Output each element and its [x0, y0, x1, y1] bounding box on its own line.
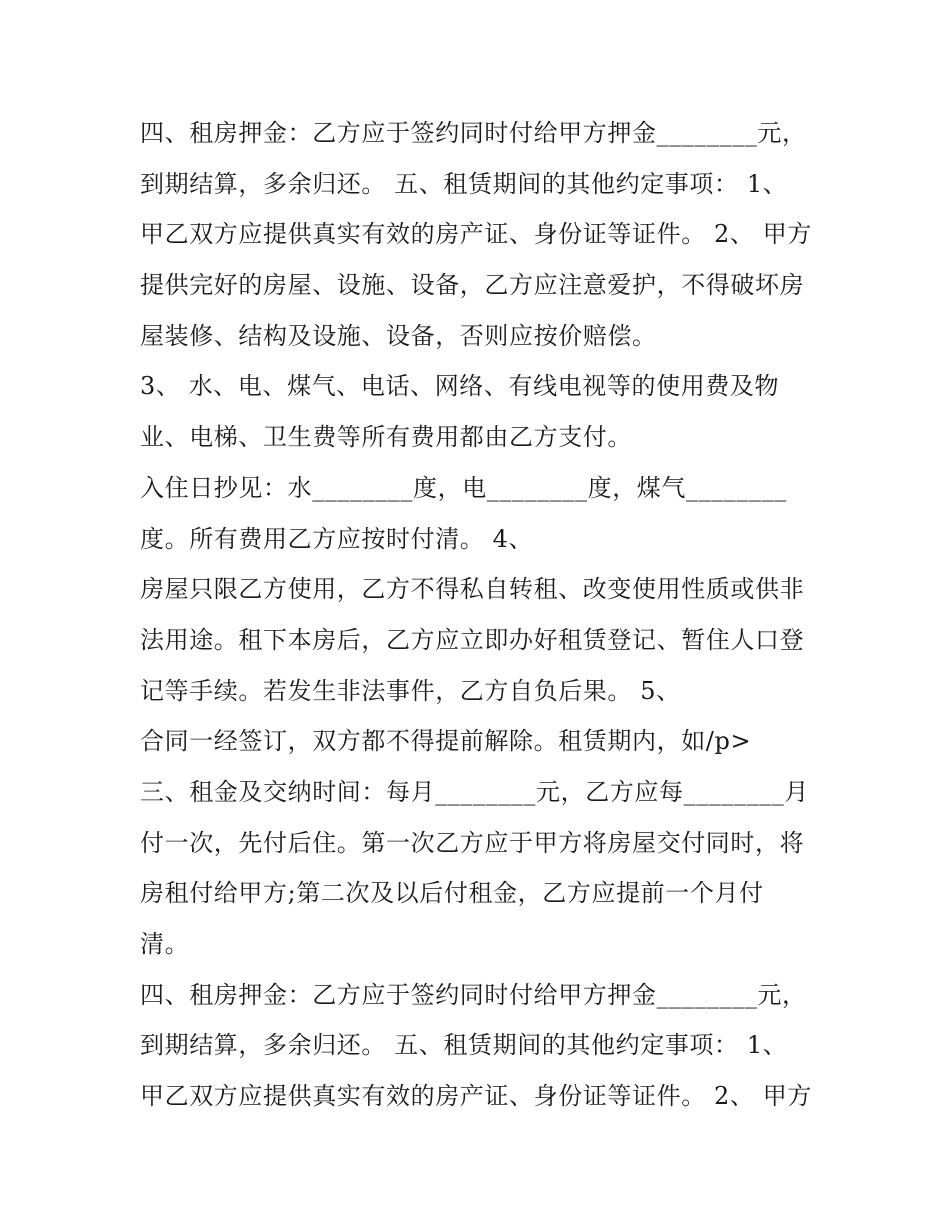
- text-line: 合同一经签订，双方都不得提前解除。租赁期内，如/p>: [140, 727, 752, 756]
- text-line: 清。: [140, 930, 190, 958]
- text-line: 四、租房押金：乙方应于签约同时付给甲方押金________元，: [140, 980, 807, 1009]
- text-line: 到期结算，多余归还。 五、租赁期间的其他约定事项： 1、: [140, 169, 788, 198]
- text-line: 三、租金及交纳时间：每月________元，乙方应每________月: [140, 777, 809, 806]
- text-line: 度。所有费用乙方应按时付清。 4、: [140, 524, 534, 553]
- text-line: 到期结算，多余归还。 五、租赁期间的其他约定事项： 1、: [140, 1031, 788, 1060]
- text-line: 提供完好的房屋、设施、设备，乙方应注意爱护，不得破坏房: [140, 271, 805, 300]
- text-line: 甲乙双方应提供真实有效的房产证、身份证等证件。 2、 甲方: [140, 1082, 812, 1111]
- text-line: 付一次，先付后住。第一次乙方应于甲方将房屋交付同时，将: [140, 828, 805, 857]
- text-line: 记等手续。若发生非法事件，乙方自负后果。 5、: [140, 676, 681, 705]
- text-line: 业、电梯、卫生费等所有费用都由乙方支付。: [140, 423, 632, 452]
- text-line: 3、 水、电、煤气、电话、网络、有线电视等的使用费及物: [140, 372, 780, 401]
- text-line: 屋装修、结构及设施、设备，否则应按价赔偿。: [140, 321, 657, 350]
- text-line: 房租付给甲方;第二次及以后付租金，乙方应提前一个月付: [140, 879, 764, 908]
- text-line: 房屋只限乙方使用，乙方不得私自转租、改变使用性质或供非: [140, 575, 805, 604]
- text-line: 甲乙双方应提供真实有效的房产证、身份证等证件。 2、 甲方: [140, 220, 812, 249]
- document-body: [140, 108, 840, 1122]
- text-line: 入住日抄见：水________度，电________度，煤气________: [140, 473, 787, 502]
- text-line: 四、租房押金：乙方应于签约同时付给甲方押金________元，: [140, 119, 807, 147]
- text-line: 法用途。租下本房后，乙方应立即办好租赁登记、暂住人口登: [140, 625, 805, 654]
